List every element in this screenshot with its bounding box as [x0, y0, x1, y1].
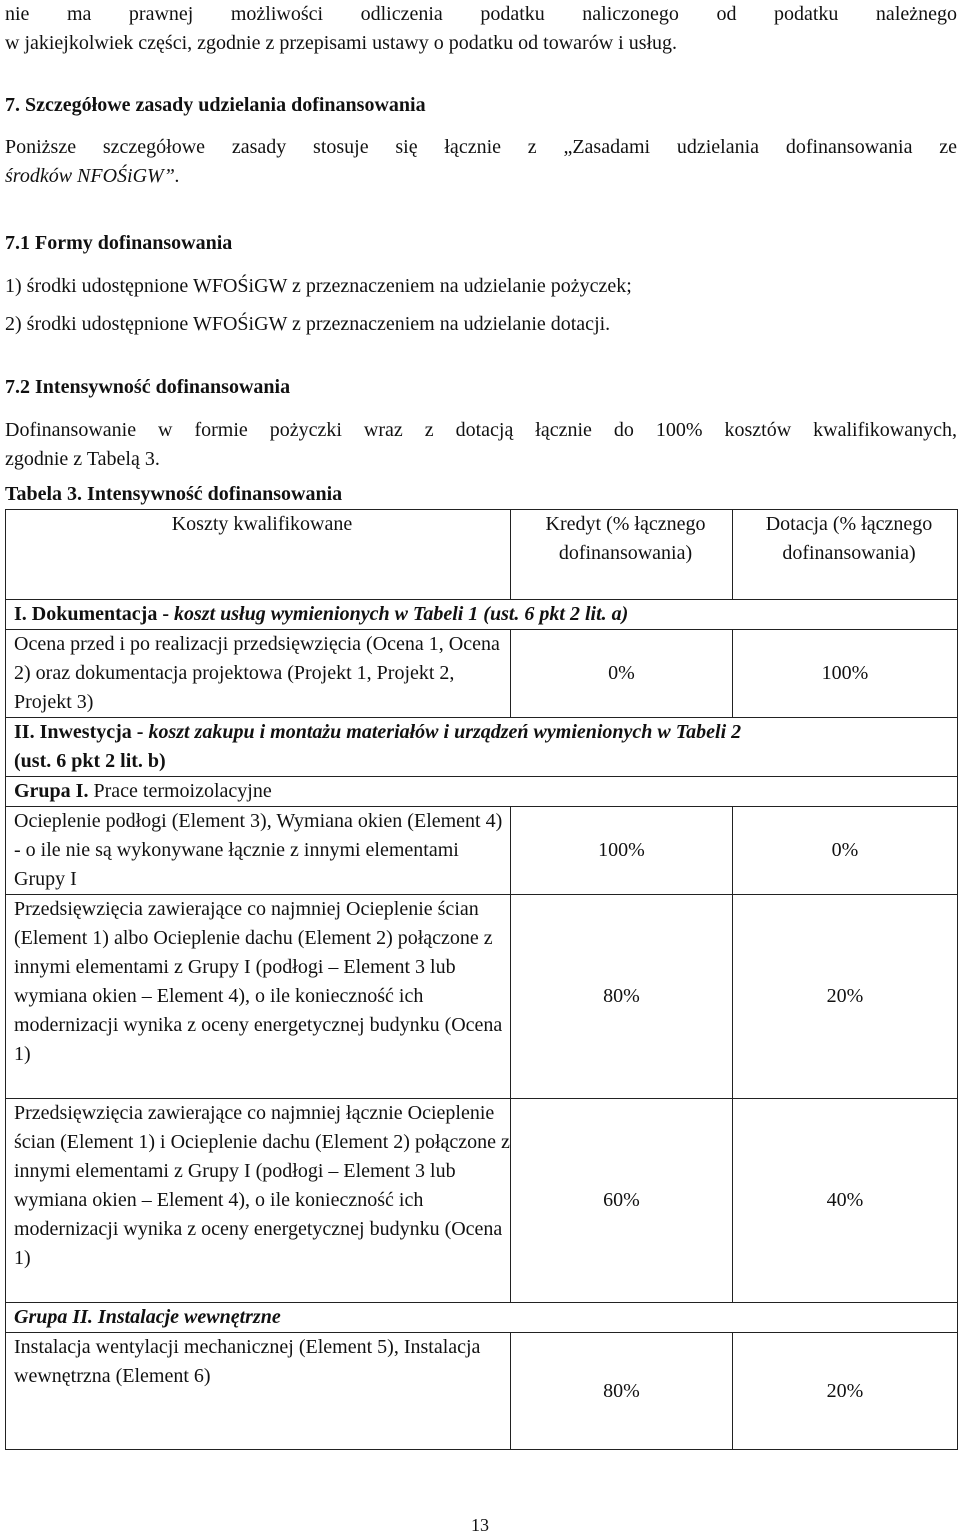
section-inwestycja-italic: koszt zakupu i montażu materiałów i urządzeń wymienionych w Tabeli 2 [148, 721, 742, 743]
table-row [6, 807, 958, 895]
table-header-row [6, 510, 958, 600]
header-dotacja: Dotacja (% łącznego dofinansowania) [733, 510, 958, 600]
section-dokumentacja-cell [6, 600, 958, 630]
row-g1a-desc: Ocieplenie podłogi (Element 3), Wymiana okien (Element 4) - o ile nie są wykonywane łącznie z innymi elementami Grupy I [6, 807, 511, 895]
group-2-title: Grupa II. Instalacje wewnętrzne [14, 1306, 281, 1328]
row-g1b-desc: Przedsięwzięcia zawierające co najmniej Ocieplenie ścian (Element 1) albo Ocieplenie dachu (Element 2) połączone z innymi elementami z Grupy I (podłogi – Element 3 lub wymiana okien – Element 4), o ile konieczność ich modernizacji wynika z oceny energetycznej budynku (Ocena 1) [6, 895, 511, 1099]
row-g2a-desc: Instalacja wentylacji mechanicznej (Element 5), Instalacja wewnętrzna (Element 6) [6, 1333, 511, 1450]
group-row-2 [6, 1303, 958, 1333]
row-doc-desc: Ocena przed i po realizacji przedsięwzięcia (Ocena 1, Ocena 2) oraz dokumentacja projektowa (Projekt 1, Projekt 2, Projekt 3) [6, 630, 511, 718]
section-7-1-item-1: 1) środki udostępnione WFOŚiGW z przeznaczeniem na udzielanie pożyczek; [5, 275, 632, 297]
row-g2a-dotacja: 20% [733, 1333, 958, 1450]
intro-line-1: nie ma prawnej możliwości odliczenia podatku naliczonego od podatku należnego [5, 3, 957, 25]
intensity-table [5, 509, 958, 1450]
table-row [6, 895, 958, 1099]
section-7-heading [5, 91, 957, 120]
section-7-1-heading-text: 7.1 Formy dofinansowania [5, 232, 233, 254]
section-dokumentacja-italic: koszt usług wymienionych w Tabeli 1 (ust. 6 pkt 2 lit. a) [174, 603, 629, 625]
row-g1c-dotacja: 40% [733, 1099, 958, 1303]
section-7-2-heading-text: 7.2 Intensywność dofinansowania [5, 376, 291, 398]
table-caption [5, 480, 957, 509]
group-2-cell [6, 1303, 958, 1333]
section-7-para-line-1: Poniższe szczegółowe zasady stosuje się łącznie z „Zasadami udzielania dofinansowania ze [5, 136, 957, 158]
section-7-2-para-line-1: Dofinansowanie w formie pożyczki wraz z dotacją łącznie do 100% kosztów kwalifikowanych, [5, 419, 957, 441]
row-doc-kredyt: 0% [511, 630, 733, 718]
header-koszty: Koszty kwalifikowane [6, 510, 511, 600]
section-row-dokumentacja [6, 600, 958, 630]
section-inwestycja-cell [6, 718, 958, 777]
header-kredyt: Kredyt (% łącznego dofinansowania) [511, 510, 733, 600]
table-row [6, 630, 958, 718]
table-row [6, 1333, 958, 1450]
group-1-lead: Grupa I. [14, 780, 94, 802]
row-g2a-kredyt: 80% [511, 1333, 733, 1450]
section-row-inwestycja [6, 718, 958, 777]
page-number: 13 [471, 1515, 489, 1535]
table-row [6, 1099, 958, 1303]
group-row-1 [6, 777, 958, 807]
row-g1a-kredyt: 100% [511, 807, 733, 895]
group-1-rest: Prace termoizolacyjne [93, 780, 272, 802]
row-g1c-kredyt: 60% [511, 1099, 733, 1303]
section-7-para-line-2-text: środków NFOŚiGW”. [5, 165, 180, 187]
intro-line-2: w jakiejkolwiek części, zgodnie z przepisami ustawy o podatku od towarów i usług. [5, 32, 678, 54]
section-7-1-item-2: 2) środki udostępnione WFOŚiGW z przeznaczeniem na udzielanie dotacji. [5, 313, 611, 335]
row-doc-dotacja: 100% [733, 630, 958, 718]
group-1-cell [6, 777, 958, 807]
section-7-1-heading [5, 229, 957, 258]
section-7-para-line-2 [5, 162, 957, 191]
section-7-2-para-line-2: zgodnie z Tabelą 3. [5, 448, 160, 470]
section-7-heading-text: 7. Szczegółowe zasady udzielania dofinansowania [5, 94, 426, 116]
section-dokumentacja-lead: I. Dokumentacja - [14, 603, 174, 625]
table-caption-text: Tabela 3. Intensywność dofinansowania [5, 483, 343, 505]
row-g1c-desc: Przedsięwzięcia zawierające co najmniej łącznie Ocieplenie ścian (Element 1) i Ocieplenie dachu (Element 2) połączone z innymi elementami z Grupy I (podłogi – Element 3 lub wymiana okien – Element 4), o ile konieczność ich modernizacji wynika z oceny energetycznej budynku (Ocena 1) [6, 1099, 511, 1303]
row-g1a-dotacja: 0% [733, 807, 958, 895]
section-inwestycja-lead: II. Inwestycja - [14, 721, 149, 743]
section-inwestycja-tail: (ust. 6 pkt 2 lit. b) [14, 750, 166, 772]
row-g1b-kredyt: 80% [511, 895, 733, 1099]
section-7-2-heading [5, 373, 957, 402]
row-g1b-dotacja: 20% [733, 895, 958, 1099]
